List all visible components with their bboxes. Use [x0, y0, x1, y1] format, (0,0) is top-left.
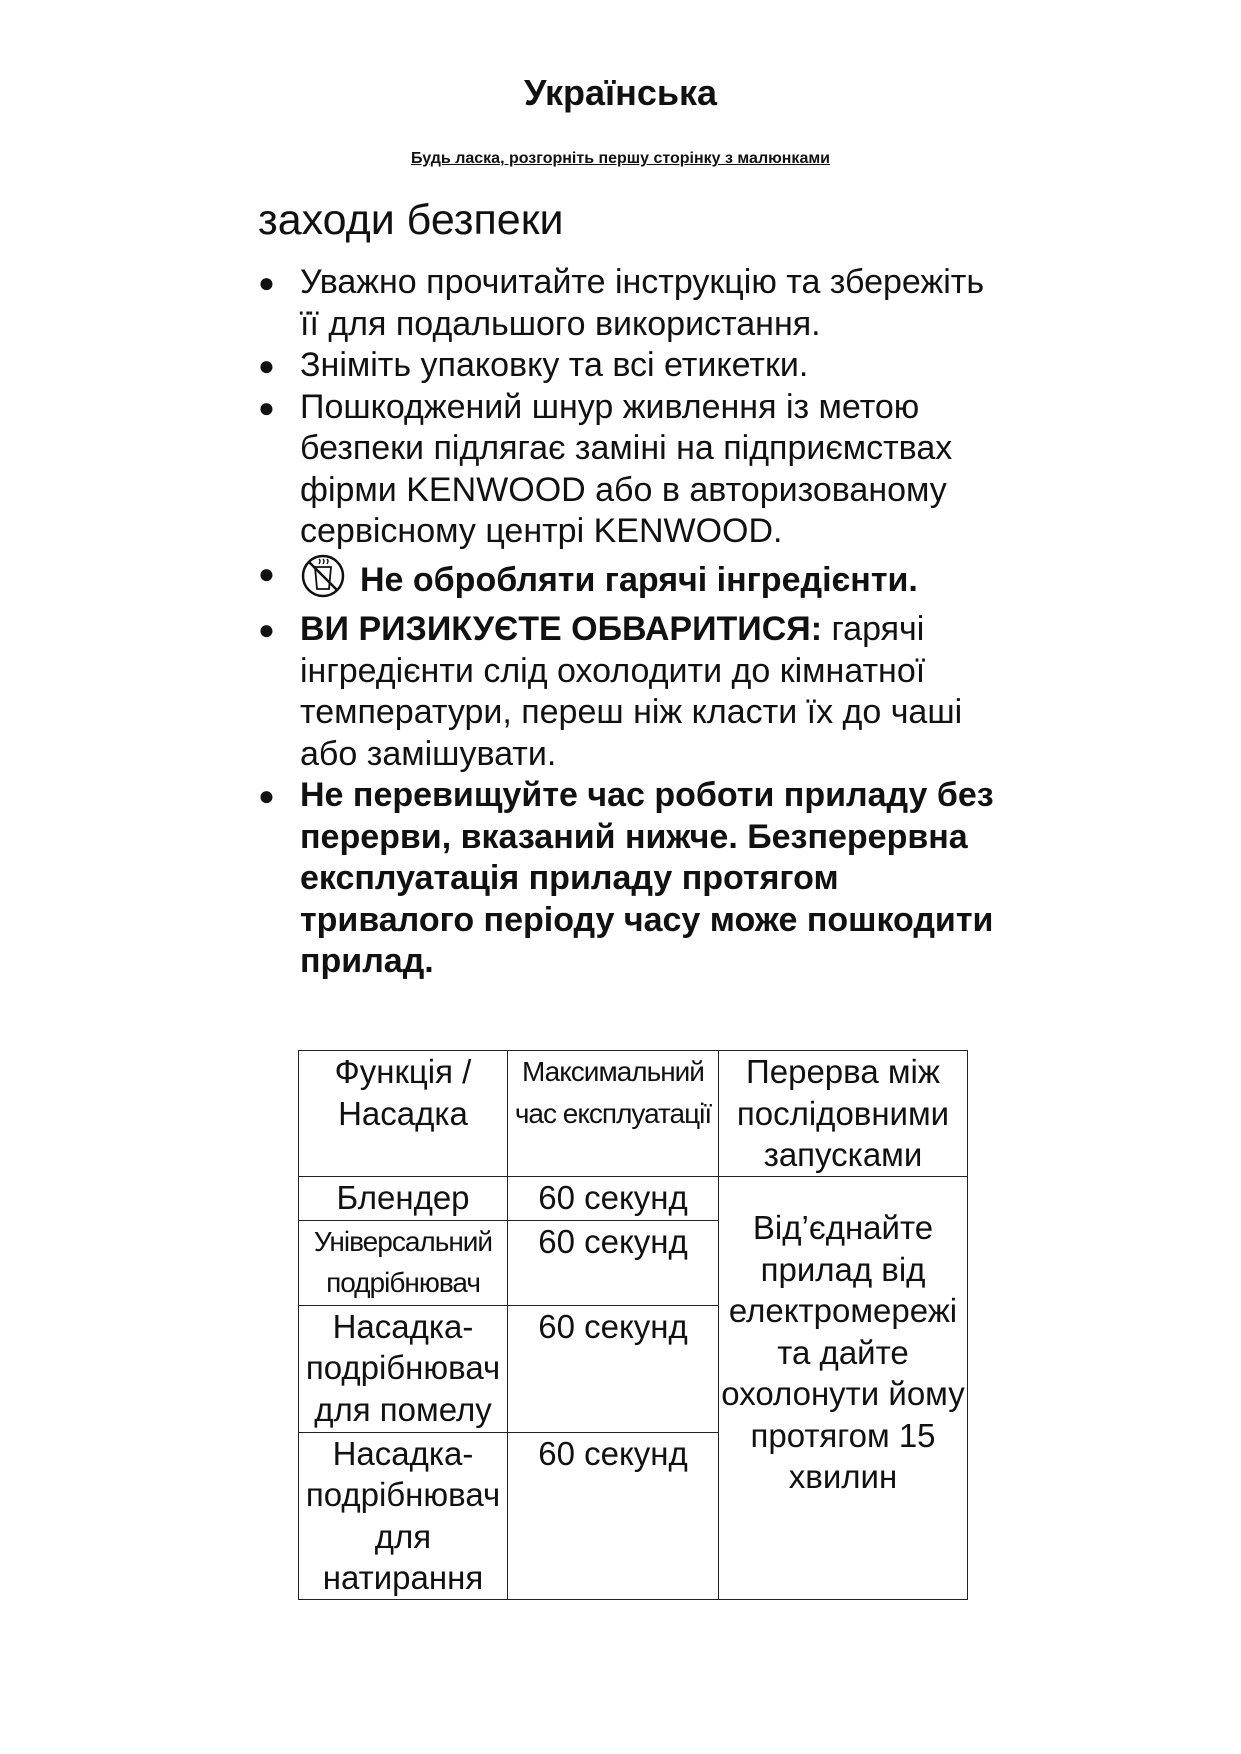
bullet-icon: ●	[258, 780, 275, 811]
bullet-text: гарячі інгредієнти слід охолодити до кімнатної температури, переш ніж класти їх до чаші або замішувати.	[300, 610, 963, 773]
bullet-text: Не обробляти гарячі інгредієнти.	[360, 560, 918, 599]
table-row	[299, 1176, 968, 1220]
bullet-icon: ●	[258, 391, 275, 423]
bullet-icon: ●	[258, 350, 275, 381]
bullet-text: Зніміть упаковку та всі етикетки.	[300, 346, 809, 384]
list-item	[258, 262, 998, 345]
row-function: Насадка-подрібнювач для помелу	[299, 1305, 508, 1432]
header-max-time: Максимальний час експлуатації	[508, 1051, 719, 1177]
row-function: Насадка-подрібнювач для натирання	[299, 1432, 508, 1599]
bullet-icon: ●	[258, 267, 275, 298]
bullet-bold-text: Не перевищуйте час роботи приладу без перерви, вказаний нижче. Безперервна експлуатація приладу протягом тривалого періоду часу може пошкодити прилад.	[300, 776, 994, 980]
bullet-bold-text: ВИ РИЗИКУЄТЕ ОБВАРИТИСЯ:	[300, 610, 823, 648]
row-time: 60 секунд	[508, 1305, 719, 1432]
language-title: Українська	[523, 72, 718, 113]
row-time: 60 секунд	[508, 1220, 719, 1305]
header-pause: Перерва між послідовними запусками	[719, 1051, 968, 1177]
row-time: 60 секунд	[508, 1432, 719, 1599]
row-time: 60 секунд	[508, 1176, 719, 1220]
header-function: Функція / Насадка	[299, 1051, 508, 1177]
bullet-icon: ●	[258, 614, 275, 645]
list-item	[258, 345, 998, 387]
unfold-page-note: Будь ласка, розгорніть першу сторінку з малюнками	[410, 150, 831, 167]
safety-heading: заходи безпеки	[258, 196, 564, 244]
operating-time-table	[298, 1050, 968, 1600]
safety-list	[258, 262, 998, 983]
list-item	[258, 387, 998, 553]
list-item	[258, 609, 998, 775]
bullet-text: Пошкоджений шнур живлення із метою безпеки підлягає заміні на підприємствах фірми KENWOOD або в авторизованому сервісному центрі KENWOOD.	[300, 387, 953, 550]
list-item	[258, 775, 998, 983]
row-function: Блендер	[299, 1176, 508, 1220]
table-header-row	[299, 1051, 968, 1177]
bullet-icon: ●	[258, 557, 275, 589]
bullet-text: Уважно прочитайте інструкцію та збережіть її для подальшого використання.	[300, 263, 985, 343]
no-hot-ingredients-icon	[300, 553, 346, 610]
row-function: Універсальний подрібнювач	[299, 1220, 508, 1305]
list-item	[258, 553, 998, 610]
pause-instruction: Від’єднайте прилад від електромережі та дайте охолонути йому протягом 15 хвилин	[719, 1176, 968, 1599]
